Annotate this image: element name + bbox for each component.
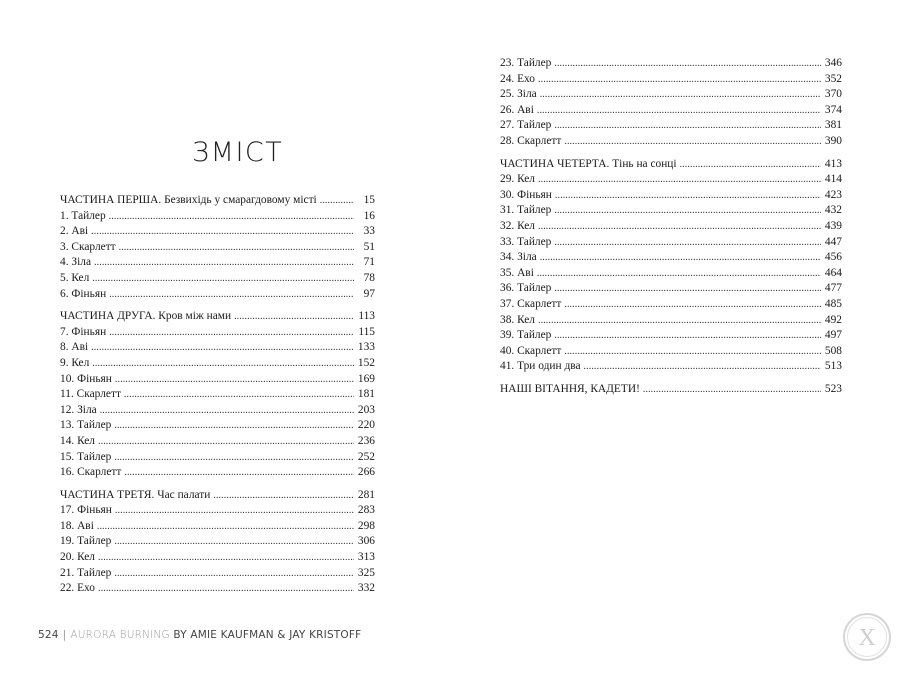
toc-leader-dots	[100, 403, 354, 419]
toc-chapter-entry	[500, 250, 842, 266]
toc-entry-label: 9. Кел	[60, 356, 90, 369]
toc-chapter-entry	[500, 172, 842, 188]
toc-chapter-entry	[60, 325, 375, 341]
toc-chapter-entry	[60, 240, 375, 256]
toc-entry-label: 8. Аві	[60, 341, 89, 354]
toc-entry-page-number: 203	[357, 403, 375, 416]
footer-series-title: AURORA BURNING	[70, 629, 170, 641]
toc-entry-label: 27. Тайлер	[500, 119, 552, 132]
toc-leader-dots	[213, 488, 354, 504]
toc-leader-dots	[114, 534, 354, 550]
toc-chapter-entry	[60, 340, 375, 356]
toc-entry-page-number: 33	[363, 225, 375, 238]
toc-chapter-entry	[60, 418, 375, 434]
toc-chapter-entry	[500, 72, 842, 88]
toc-entry-page-number: 152	[357, 356, 375, 369]
toc-leader-dots	[109, 325, 354, 341]
toc-entry-label: 11. Скарлетт	[60, 388, 121, 401]
toc-entry-page-number: 439	[824, 219, 842, 232]
toc-entry-label: 34. Зіла	[500, 251, 537, 264]
toc-leader-dots	[643, 382, 821, 398]
toc-entry-label: 3. Скарлетт	[60, 240, 116, 253]
toc-leader-dots	[109, 209, 354, 225]
toc-entry-label: 7. Фіньян	[60, 325, 107, 338]
footer-separator: |	[62, 629, 67, 641]
toc-chapter-entry	[60, 503, 375, 519]
table-of-contents-left	[60, 193, 375, 597]
footer-page-number: 524	[38, 629, 59, 641]
toc-entry-page-number: 133	[357, 341, 375, 354]
toc-leader-dots	[98, 550, 354, 566]
toc-leader-dots	[98, 581, 354, 597]
toc-entry-page-number: 325	[357, 566, 375, 579]
toc-leader-dots	[91, 224, 354, 240]
toc-entry-page-number: 390	[824, 134, 842, 147]
toc-chapter-entry	[60, 255, 375, 271]
toc-entry-label: 31. Тайлер	[500, 204, 552, 217]
toc-entry-page-number: 115	[358, 325, 375, 338]
toc-chapter-entry	[500, 313, 842, 329]
toc-chapter-entry	[500, 359, 842, 375]
toc-leader-dots	[114, 450, 354, 466]
toc-leader-dots	[538, 313, 821, 329]
toc-entry-label: ЧАСТИНА ЧЕТЕРТА. Тінь на сонці	[500, 157, 677, 170]
toc-entry-page-number: 413	[824, 157, 842, 170]
toc-leader-dots	[554, 56, 821, 72]
toc-chapter-entry	[60, 465, 375, 481]
toc-leader-dots	[538, 219, 821, 235]
toc-entry-page-number: 492	[824, 313, 842, 326]
toc-leader-dots	[97, 519, 354, 535]
toc-entry-label: 18. Аві	[60, 519, 94, 532]
toc-leader-dots	[124, 465, 354, 481]
toc-entry-label: 21. Тайлер	[60, 566, 112, 579]
right-page	[450, 0, 900, 674]
toc-entry-page-number: 447	[824, 235, 842, 248]
toc-leader-dots	[554, 118, 821, 134]
toc-entry-label: 15. Тайлер	[60, 450, 112, 463]
toc-entry-label: 35. Аві	[500, 266, 534, 279]
toc-chapter-entry	[60, 434, 375, 450]
toc-entry-label: 1. Тайлер	[60, 209, 106, 222]
toc-entry-page-number: 113	[358, 310, 375, 323]
toc-chapter-entry	[500, 188, 842, 204]
toc-entry-label: 26. Аві	[500, 103, 534, 116]
toc-entry-label: 22. Ехо	[60, 582, 96, 595]
toc-chapter-entry	[500, 297, 842, 313]
toc-leader-dots	[554, 203, 821, 219]
toc-chapter-entry	[60, 209, 375, 225]
toc-entry-label: ЧАСТИНА ПЕРША. Безвихідь у смарагдовому місті	[60, 194, 317, 206]
toc-entry-label: 23. Тайлер	[500, 57, 552, 69]
toc-chapter-entry	[500, 134, 842, 150]
toc-entry-label: 10. Фіньян	[60, 372, 112, 385]
toc-leader-dots	[540, 250, 821, 266]
toc-entry-label: 37. Скарлетт	[500, 297, 562, 310]
toc-leader-dots	[98, 434, 354, 450]
toc-leader-dots	[114, 418, 354, 434]
toc-chapter-entry	[500, 219, 842, 235]
toc-chapter-entry	[60, 519, 375, 535]
watermark-logo-icon	[842, 612, 892, 662]
toc-leader-dots	[114, 566, 354, 582]
toc-entry-page-number: 513	[824, 360, 842, 373]
toc-chapter-entry	[500, 87, 842, 103]
toc-entry-label: 16. Скарлетт	[60, 466, 122, 479]
toc-entry-label: 30. Фіньян	[500, 188, 552, 201]
toc-leader-dots	[119, 240, 354, 256]
toc-entry-page-number: 298	[357, 519, 375, 532]
toc-entry-page-number: 220	[357, 419, 375, 432]
toc-leader-dots	[94, 255, 354, 271]
toc-entry-page-number: 464	[824, 266, 842, 279]
toc-entry-page-number: 332	[357, 582, 375, 595]
toc-entry-page-number: 432	[824, 204, 842, 217]
toc-chapter-entry	[500, 118, 842, 134]
toc-leader-dots	[538, 172, 821, 188]
toc-leader-dots	[537, 103, 821, 119]
toc-entry-label: 32. Кел	[500, 219, 535, 232]
toc-entry-label: 13. Тайлер	[60, 419, 112, 432]
toc-leader-dots	[91, 340, 354, 356]
toc-entry-page-number: 370	[824, 88, 842, 101]
toc-entry-label: 29. Кел	[500, 173, 535, 186]
page-title: ЗМІСТ	[192, 137, 284, 168]
toc-leader-dots	[115, 503, 354, 519]
toc-part-entry	[60, 309, 375, 325]
toc-leader-dots	[92, 356, 354, 372]
toc-part-entry	[500, 157, 842, 173]
toc-entry-label: 39. Тайлер	[500, 329, 552, 342]
toc-entry-page-number: 508	[824, 344, 842, 357]
toc-entry-page-number: 313	[357, 551, 375, 564]
toc-chapter-entry	[500, 266, 842, 282]
toc-entry-label: НАШІ ВІТАННЯ, КАДЕТИ!	[500, 382, 640, 395]
toc-entry-page-number: 381	[824, 119, 842, 132]
toc-entry-page-number: 456	[824, 251, 842, 264]
toc-entry-label: 24. Ехо	[500, 72, 536, 85]
toc-entry-page-number: 497	[824, 329, 842, 342]
toc-chapter-entry	[500, 328, 842, 344]
toc-chapter-entry	[60, 287, 375, 303]
toc-entry-page-number: 181	[357, 388, 375, 401]
toc-leader-dots	[564, 297, 821, 313]
toc-entry-label: 17. Фіньян	[60, 504, 112, 517]
toc-entry-label: 5. Кел	[60, 271, 90, 284]
toc-chapter-entry	[500, 56, 842, 72]
table-of-contents-right	[500, 56, 842, 397]
toc-leader-dots	[234, 309, 354, 325]
toc-chapter-entry	[60, 403, 375, 419]
toc-leader-dots	[555, 188, 821, 204]
toc-chapter-entry	[60, 372, 375, 388]
toc-leader-dots	[564, 344, 821, 360]
toc-entry-label: ЧАСТИНА ДРУГА. Кров між нами	[60, 310, 232, 323]
toc-leader-dots	[564, 134, 821, 150]
toc-chapter-entry	[60, 224, 375, 240]
toc-entry-label: 14. Кел	[60, 434, 95, 447]
toc-leader-dots	[124, 387, 354, 403]
toc-entry-label: 25. Зіла	[500, 88, 537, 101]
toc-entry-page-number: 71	[363, 256, 375, 269]
toc-entry-label: 36. Тайлер	[500, 282, 552, 295]
toc-leader-dots	[537, 266, 821, 282]
toc-entry-label: 33. Тайлер	[500, 235, 552, 248]
toc-entry-page-number: 485	[824, 297, 842, 310]
toc-leader-dots	[320, 193, 354, 209]
toc-entry-page-number: 266	[357, 466, 375, 479]
toc-chapter-entry	[60, 581, 375, 597]
page-footer	[38, 629, 361, 641]
toc-leader-dots	[680, 157, 821, 173]
toc-entry-label: ЧАСТИНА ТРЕТЯ. Час палати	[60, 488, 211, 501]
toc-chapter-entry	[60, 566, 375, 582]
toc-entry-page-number: 352	[824, 72, 842, 85]
toc-entry-page-number: 78	[363, 271, 375, 284]
toc-entry-page-number: 16	[363, 209, 375, 222]
toc-chapter-entry	[60, 450, 375, 466]
toc-chapter-entry	[60, 271, 375, 287]
toc-part-entry	[60, 488, 375, 504]
toc-entry-label: 4. Зіла	[60, 256, 92, 269]
toc-entry-page-number: 346	[824, 57, 842, 69]
toc-chapter-entry	[500, 235, 842, 251]
toc-leader-dots	[554, 281, 821, 297]
toc-entry-page-number: 51	[363, 240, 375, 253]
toc-chapter-entry	[60, 550, 375, 566]
toc-entry-page-number: 477	[824, 282, 842, 295]
toc-chapter-entry	[500, 203, 842, 219]
toc-leader-dots	[554, 235, 821, 251]
toc-entry-label: 28. Скарлетт	[500, 134, 562, 147]
toc-entry-page-number: 252	[357, 450, 375, 463]
toc-leader-dots	[554, 328, 821, 344]
toc-leader-dots	[115, 372, 354, 388]
toc-entry-page-number: 283	[357, 504, 375, 517]
footer-authors: BY AMIE KAUFMAN & JAY KRISTOFF	[173, 629, 362, 641]
toc-entry-label: 19. Тайлер	[60, 535, 112, 548]
toc-entry-page-number: 169	[357, 372, 375, 385]
toc-leader-dots	[92, 271, 354, 287]
toc-chapter-entry	[60, 534, 375, 550]
toc-chapter-entry	[60, 356, 375, 372]
toc-entry-label: 20. Кел	[60, 551, 95, 564]
toc-entry-label: 38. Кел	[500, 313, 535, 326]
watermark-letter: X	[858, 625, 876, 651]
toc-part-entry	[60, 193, 375, 209]
toc-entry-label: 40. Скарлетт	[500, 344, 562, 357]
toc-entry-page-number: 281	[357, 488, 375, 501]
toc-leader-dots	[109, 287, 354, 303]
toc-part-entry	[500, 382, 842, 398]
toc-chapter-entry	[500, 281, 842, 297]
toc-entry-label: 41. Три один два	[500, 360, 581, 373]
toc-entry-page-number: 423	[824, 188, 842, 201]
toc-entry-label: 6. Фіньян	[60, 287, 107, 300]
toc-chapter-entry	[500, 103, 842, 119]
toc-entry-page-number: 306	[357, 535, 375, 548]
toc-entry-page-number: 414	[824, 173, 842, 186]
toc-entry-page-number: 523	[824, 382, 842, 395]
toc-entry-page-number: 374	[824, 103, 842, 116]
toc-leader-dots	[584, 359, 821, 375]
toc-entry-label: 12. Зіла	[60, 403, 97, 416]
toc-leader-dots	[540, 87, 821, 103]
toc-entry-page-number: 236	[357, 434, 375, 447]
toc-chapter-entry	[60, 387, 375, 403]
toc-entry-label: 2. Аві	[60, 225, 89, 238]
toc-chapter-entry	[500, 344, 842, 360]
toc-entry-page-number: 97	[363, 287, 375, 300]
toc-entry-page-number: 15	[363, 194, 375, 206]
toc-leader-dots	[538, 72, 821, 88]
